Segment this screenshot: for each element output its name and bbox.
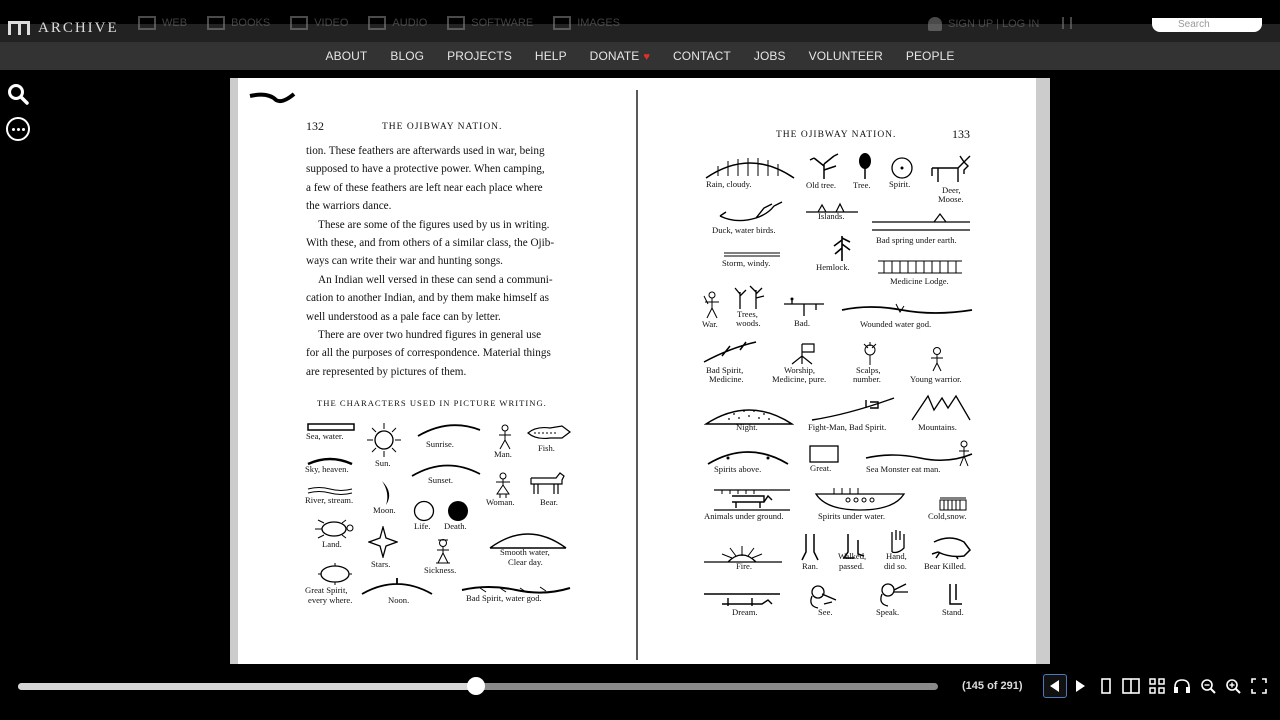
floppy-icon	[447, 16, 465, 30]
trees-glyph	[732, 284, 768, 310]
caption: See.	[818, 607, 833, 617]
tree-glyph	[854, 152, 876, 180]
caption: Bad.	[794, 318, 810, 328]
film-icon	[290, 16, 308, 30]
caption: Bad spring under earth.	[876, 235, 957, 245]
caption: Wounded water god.	[860, 319, 932, 329]
running-head: THE OJIBWAY NATION.	[776, 130, 897, 140]
caption: Sky, heaven.	[305, 464, 349, 474]
cold-snow-glyph	[938, 496, 968, 512]
caption: Bad Spirit, water god.	[466, 593, 542, 603]
headphones-icon	[1173, 678, 1191, 694]
search-icon	[6, 82, 30, 106]
logo-text: ARCHIVE	[38, 19, 119, 36]
zoom-in-button[interactable]	[1221, 674, 1245, 698]
web-icon	[138, 16, 156, 30]
rain-glyph	[704, 154, 796, 180]
page-slider-fill	[18, 683, 476, 690]
media-item-software[interactable]	[447, 16, 533, 30]
nav-volunteer[interactable]: VOLUNTEER	[808, 49, 883, 63]
triangle-left-icon	[1048, 679, 1062, 693]
caption: passed.	[839, 561, 865, 571]
sickness-glyph	[432, 538, 454, 564]
caption: Noon.	[388, 595, 410, 605]
archive-logo[interactable]	[8, 20, 119, 36]
bad-spring-glyph	[870, 212, 972, 234]
search-inside-button[interactable]	[6, 82, 30, 106]
caption: Sickness.	[424, 565, 457, 575]
caption: Fire.	[736, 561, 752, 571]
caption: Stand.	[942, 607, 964, 617]
ink-mark-icon	[248, 88, 296, 106]
caption: Speak.	[876, 607, 900, 617]
user-icon	[928, 17, 942, 31]
man-glyph	[496, 424, 514, 450]
caption: Smooth water,	[500, 547, 550, 557]
text-line: There are over two hundred figures in general use	[318, 329, 542, 342]
caption: Fish.	[538, 443, 555, 453]
ellipsis-icon	[22, 128, 25, 131]
caption: War.	[702, 319, 718, 329]
caption: Bad Spirit,	[706, 365, 744, 375]
caption: every where.	[308, 595, 353, 605]
caption: Hemlock.	[816, 262, 850, 272]
text-line: An Indian well versed in these can send a communi-	[318, 273, 553, 286]
stand-glyph	[944, 582, 966, 608]
caption: Rain, cloudy.	[706, 179, 752, 189]
secondary-nav	[0, 42, 1280, 70]
medicine-lodge-glyph	[876, 258, 964, 276]
text-line: cation to another Indian, and by them make himself as	[306, 292, 549, 305]
section-heading: THE CHARACTERS USED IN PICTURE WRITING.	[317, 398, 547, 408]
see-glyph	[806, 582, 840, 610]
death-glyph	[447, 500, 469, 522]
speaker-icon	[368, 16, 386, 30]
upload-icon[interactable]	[1062, 17, 1072, 29]
young-warrior-glyph	[928, 346, 946, 372]
heart-icon: ♥	[643, 51, 651, 63]
page-counter: (145 of 291)	[962, 680, 1023, 692]
caption: Moose.	[938, 194, 964, 204]
text-line: for all the purposes of correspondence. Material things	[306, 347, 551, 360]
caption: Spirits above.	[714, 464, 762, 474]
grid-icon	[1149, 678, 1165, 694]
caption: River, stream.	[305, 495, 354, 505]
caption: Storm, windy.	[722, 258, 771, 268]
archive-building-icon	[8, 21, 30, 35]
media-item-label: VIDEO	[314, 17, 349, 29]
nav-blog[interactable]: BLOG	[390, 49, 425, 63]
caption: Spirit.	[889, 179, 911, 189]
caption: woods.	[736, 318, 761, 328]
caption: Sea Monster eat man.	[866, 464, 941, 474]
caption: Sunrise.	[426, 439, 454, 449]
nav-people[interactable]: PEOPLE	[905, 49, 955, 63]
sunrise-glyph	[416, 420, 482, 440]
caption: Great Spirit,	[305, 585, 348, 595]
wounded-water-god-glyph	[840, 302, 974, 318]
scalps-glyph	[860, 340, 880, 366]
previous-page-button[interactable]	[1043, 674, 1067, 698]
text-line: These are some of the figures used by us in writing.	[318, 218, 550, 231]
caption: Fight-Man, Bad Spirit.	[808, 422, 887, 432]
thumbnail-view-button[interactable]	[1145, 674, 1169, 698]
caption: Clear day.	[508, 557, 543, 567]
woman-glyph	[492, 472, 514, 498]
media-item-video[interactable]	[290, 16, 348, 30]
noon-glyph	[360, 574, 434, 596]
zoom-in-icon	[1225, 678, 1241, 694]
two-page-icon	[1122, 678, 1140, 694]
caption: Islands.	[818, 211, 845, 221]
fullscreen-icon	[1251, 678, 1267, 694]
media-item-label: AUDIO	[392, 17, 428, 29]
caption: Bear Killed.	[924, 561, 966, 571]
more-options-button[interactable]	[6, 117, 30, 141]
caption: Sun.	[375, 458, 391, 468]
text-line: are represented by pictures of them.	[306, 365, 467, 378]
caption: Medicine Lodge.	[890, 276, 949, 286]
left-page[interactable]	[238, 78, 636, 664]
caption: Life.	[414, 521, 431, 531]
worship-glyph	[786, 340, 822, 366]
text-line: ways can write their war and hunting songs.	[306, 255, 503, 268]
spirits-under-water-glyph	[814, 486, 906, 512]
two-page-view-button[interactable]	[1119, 674, 1143, 698]
fight-man-glyph	[810, 396, 896, 422]
caption: Land.	[322, 539, 342, 549]
deer-glyph	[926, 154, 974, 186]
caption: Spirits under water.	[818, 511, 886, 521]
zoom-out-icon	[1200, 678, 1216, 694]
page-gutter	[636, 78, 638, 664]
caption: Medicine.	[709, 374, 744, 384]
text-line: well understood as a pale face can by letter.	[306, 310, 501, 323]
one-page-view-button[interactable]	[1094, 674, 1118, 698]
caption: Man.	[494, 449, 512, 459]
top-bar	[0, 0, 1280, 42]
caption: Bear.	[540, 497, 558, 507]
caption: Tree.	[853, 180, 871, 190]
media-item-books[interactable]	[207, 16, 270, 30]
caption: number.	[853, 374, 881, 384]
nav-help[interactable]: HELP	[534, 49, 567, 63]
body-text	[306, 142, 574, 381]
stars-glyph	[368, 526, 398, 558]
image-icon	[553, 16, 571, 30]
duck-glyph	[716, 200, 786, 226]
caption: Worship,	[784, 365, 816, 375]
read-aloud-button[interactable]	[1170, 674, 1194, 698]
nav-donate[interactable]	[590, 49, 650, 63]
book-viewer	[230, 78, 1050, 664]
caption: Death.	[444, 521, 467, 531]
running-head: THE OJIBWAY NATION.	[382, 122, 503, 132]
caption: Young warrior.	[910, 374, 962, 384]
caption: Deer,	[942, 185, 961, 195]
land-glyph	[312, 518, 358, 540]
hemlock-glyph	[830, 232, 856, 262]
text-line: supposed to have a protective power. When camping,	[306, 163, 545, 176]
single-page-icon	[1099, 678, 1113, 694]
page-number: 133	[952, 127, 970, 141]
caption: Trees,	[737, 309, 758, 319]
caption: Old tree.	[806, 180, 837, 190]
caption: Medicine, pure.	[772, 374, 827, 384]
caption: Duck, water birds.	[712, 225, 776, 235]
ellipsis-icon	[17, 128, 20, 131]
right-page[interactable]	[636, 78, 1036, 664]
storm-glyph	[722, 250, 782, 258]
bad-spirit-medicine-glyph	[702, 340, 758, 364]
sun-glyph	[366, 422, 402, 458]
fish-glyph	[526, 424, 572, 442]
media-type-nav	[138, 16, 620, 30]
caption: Woman.	[486, 497, 515, 507]
zoom-out-button[interactable]	[1196, 674, 1220, 698]
old-tree-glyph	[808, 152, 842, 180]
ran-glyph	[800, 532, 822, 562]
media-item-web[interactable]	[138, 16, 187, 30]
caption: Sunset.	[428, 475, 454, 485]
mountains-glyph	[910, 392, 972, 422]
media-item-audio[interactable]	[368, 16, 427, 30]
speak-glyph	[876, 580, 910, 608]
spirit-glyph	[890, 156, 914, 180]
caption: did so.	[884, 561, 907, 571]
next-page-button[interactable]	[1068, 674, 1092, 698]
bear-killed-glyph	[930, 532, 972, 560]
search-input[interactable]: Search	[1152, 18, 1262, 32]
caption: Stars.	[371, 559, 391, 569]
media-item-label: WEB	[162, 17, 188, 29]
media-item-label: SOFTWARE	[471, 17, 534, 29]
animals-under-ground-glyph	[712, 486, 792, 512]
nav-contact[interactable]: CONTACT	[673, 49, 731, 63]
nav-projects[interactable]: PROJECTS	[447, 49, 512, 63]
caption: Walked,	[838, 551, 867, 561]
media-item-label: IMAGES	[577, 17, 620, 29]
triangle-right-icon	[1073, 679, 1087, 693]
caption: Animals under ground.	[704, 511, 784, 521]
book-icon	[207, 16, 225, 30]
moon-glyph	[376, 479, 396, 507]
caption: Scalps,	[856, 365, 881, 375]
text-line: tion. These feathers are afterwards used in war, being	[306, 145, 545, 157]
man-figure-glyph	[956, 440, 972, 468]
nav-jobs[interactable]: JOBS	[753, 49, 786, 63]
text-line: a few of these feathers are left near each place where	[306, 181, 543, 194]
media-item-label: BOOKS	[231, 17, 271, 29]
text-line: the warriors dance.	[306, 200, 392, 213]
caption: Dream.	[732, 607, 758, 617]
caption: Moon.	[373, 505, 396, 515]
spirits-above-glyph	[706, 444, 790, 466]
caption: Sea, water.	[306, 431, 344, 441]
nav-donate-label: DONATE	[589, 49, 640, 63]
sign-in-label: SIGN UP | LOG IN	[948, 18, 1040, 30]
caption: Night.	[736, 422, 758, 432]
great-spirit-glyph	[314, 562, 356, 586]
great-glyph	[808, 444, 840, 464]
media-item-images[interactable]	[553, 16, 620, 30]
caption: Hand,	[886, 551, 907, 561]
caption: Mountains.	[918, 422, 957, 432]
page-number: 132	[306, 119, 324, 133]
bear-glyph	[528, 470, 568, 496]
sign-in-link[interactable]	[928, 17, 1039, 31]
nav-about[interactable]: ABOUT	[325, 49, 368, 63]
ellipsis-icon	[12, 128, 15, 131]
life-glyph	[413, 500, 435, 522]
caption: Ran.	[802, 561, 818, 571]
war-glyph	[702, 290, 722, 320]
text-line: With these, and from others of a similar class, the Ojib-	[306, 237, 555, 250]
bad-glyph	[782, 296, 826, 318]
caption: Great.	[810, 463, 832, 473]
caption: Cold,snow.	[928, 511, 967, 521]
fullscreen-button[interactable]	[1247, 674, 1271, 698]
